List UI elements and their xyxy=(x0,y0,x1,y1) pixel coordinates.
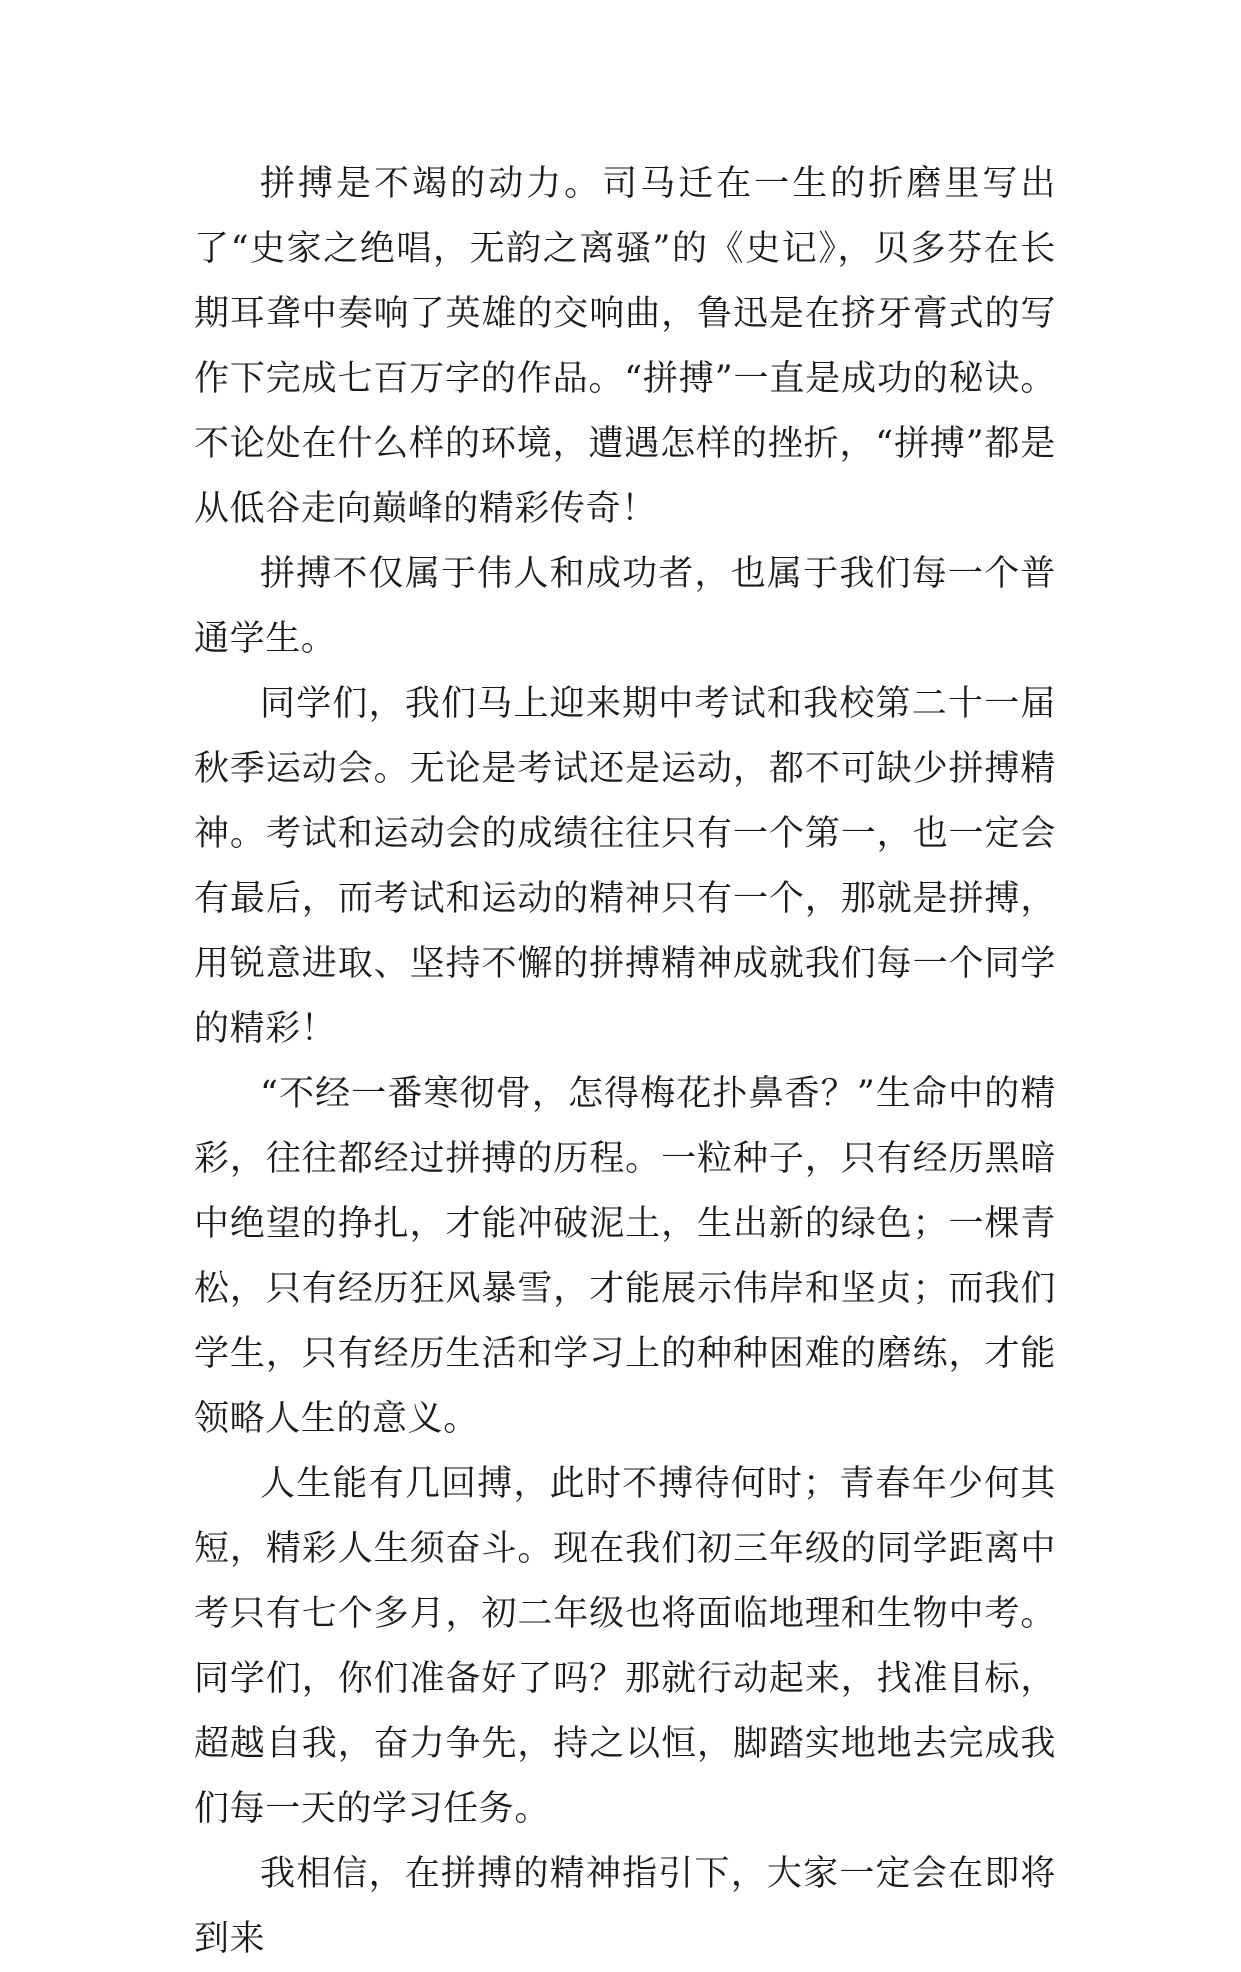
paragraph-2: 拼搏不仅属于伟人和成功者，也属于我们每一个普通学生。 xyxy=(194,554,1056,659)
paragraph-5: 人生能有几回搏，此时不搏待何时；青春年少何其短，精彩人生须奋斗。现在我们初三年级的同学距离中考只有七个多月，初二年级也将面临地理和生物中考。同学们，你们准备好了吗？那就行动起来，找准目标，超越自我，奋力争先，持之以恒，脚踏实地地去完成我们每一天的学习任务。 xyxy=(194,1464,1056,1829)
paragraph-3: 同学们，我们马上迎来期中考试和我校第二十一届秋季运动会。无论是考试还是运动，都不可缺少拼搏精神。考试和运动会的成绩往往只有一个第一，也一定会有最后，而考试和运动的精神只有一个，那就是拼搏，用锐意进取、坚持不懈的拼搏精神成就我们每一个同学的精彩！ xyxy=(194,684,1056,1049)
document-body xyxy=(194,152,1056,1972)
paragraph-4: “不经一番寒彻骨，怎得梅花扑鼻香？”生命中的精彩，往往都经过拼搏的历程。一粒种子，只有经历黑暗中绝望的挣扎，才能冲破泥土，生出新的绿色；一棵青松，只有经历狂风暴雪，才能展示伟岸和坚贞；而我们学生，只有经历生活和学习上的种种困难的磨练，才能领略人生的意义。 xyxy=(194,1074,1056,1439)
paragraph-6: 我相信，在拼搏的精神指引下，大家一定会在即将到来 xyxy=(194,1854,1056,1959)
paragraph-1: 拼搏是不竭的动力。司马迁在一生的折磨里写出了“史家之绝唱，无韵之离骚”的《史记》，贝多芬在长期耳聋中奏响了英雄的交响曲，鲁迅是在挤牙膏式的写作下完成七百万字的作品。“拼搏”一直是成功的秘诀。不论处在什么样的环境，遭遇怎样的挫折，“拼搏”都是从低谷走向巅峰的精彩传奇！ xyxy=(194,164,1056,529)
